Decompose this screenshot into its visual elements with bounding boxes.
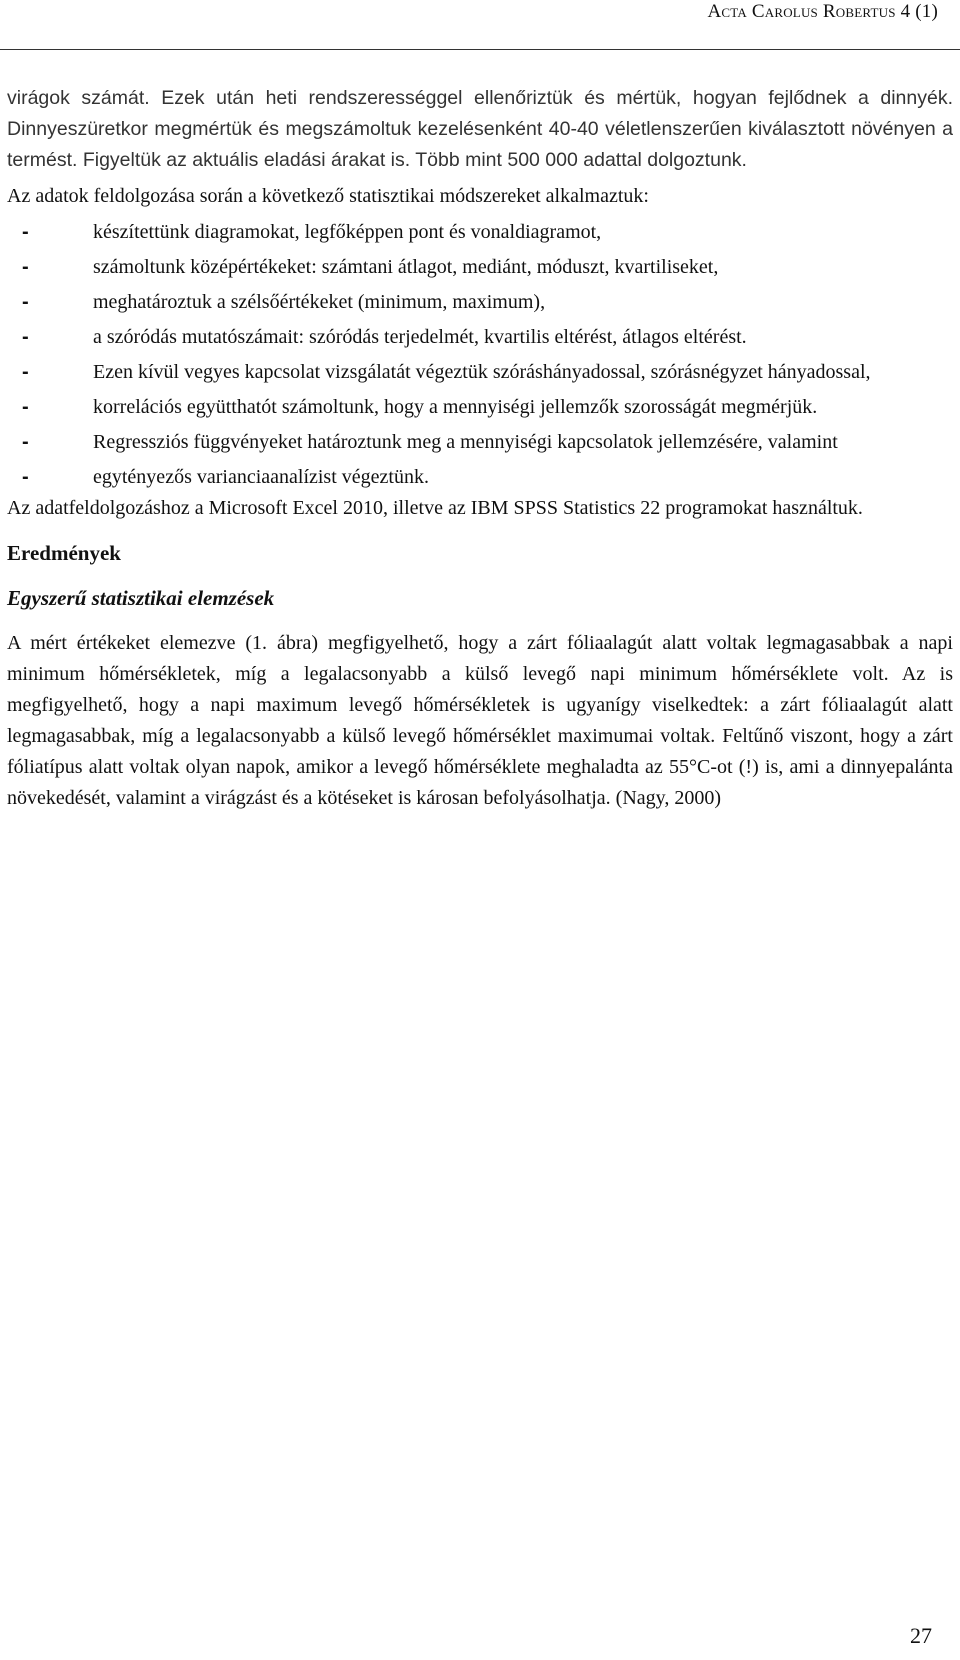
subsection-heading-simple-stats: Egyszerű statisztikai elemzések (7, 586, 275, 610)
list-item (7, 357, 953, 388)
list-item-text: korrelációs együtthatót számoltunk, hogy a mennyiségi jellemzők szorosságát megmérjük. (93, 396, 818, 418)
dash-bullet: - (22, 256, 29, 278)
dash-bullet: - (22, 466, 29, 488)
dash-bullet: - (22, 326, 29, 348)
methods-lead-paragraph: Az adatok feldolgozása során a következő statisztikai módszereket alkalmaztuk: (7, 185, 649, 207)
list-item-text: Ezen kívül vegyes kapcsolat vizsgálatát végeztük szóráshányadossal, szórásnégyzet hányadossal, (93, 361, 871, 383)
list-item (7, 217, 953, 248)
list-item-text: a szóródás mutatószámait: szóródás terjedelmét, kvartilis eltérést, átlagos eltérést. (93, 326, 747, 348)
dash-bullet: - (22, 291, 29, 313)
list-item (7, 427, 953, 458)
page-body (7, 83, 953, 814)
intro-paragraph: virágok számát. Ezek után heti rendszerességgel ellenőriztük és mértük, hogyan fejlődnek a dinnyék. Dinnyeszüretkor megmértük és megszámoltuk kezelésenként 40-40 véletlenszerűen kiválasztott növényen a termést. Figyeltük az aktuális eladási árakat is. Több mint 500 000 adattal dolgoztunk. (7, 87, 953, 171)
dash-bullet: - (22, 431, 29, 453)
list-item (7, 322, 953, 353)
list-item-text: számoltunk középértékeket: számtani átlagot, mediánt, móduszt, kvartiliseket, (93, 256, 719, 278)
list-item-text: Regressziós függvényeket határoztunk meg a mennyiségi kapcsolatok jellemzésére, valamint (93, 431, 838, 453)
header-rule (0, 49, 960, 50)
results-paragraph: A mért értékeket elemezve (1. ábra) megfigyelhető, hogy a zárt fóliaalagút alatt voltak legmagasabbak a napi minimum hőmérsékletek, míg a legalacsonyabb a külső levegő napi minimum hőmérséklete volt. Az is megfigyelhető, hogy a napi maximum levegő hőmérsékletek is ugyanígy viselkedtek: a zárt fóliaalagút alatt legmagasabbak, míg a legalacsonyabb a külső levegő hőmérséklet maximumai voltak. Feltűnő viszont, hogy a zárt fóliatípus alatt voltak olyan napok, amikor a levegő hőmérséklete meghaladta az 55°C-ot (!) is, ami a dinnyepalánta növekedését, valamint a virágzást és a kötéseket is károsan befolyásolhatja. (Nagy, 2000) (7, 632, 953, 809)
list-item (7, 392, 953, 423)
list-item-text: meghatároztuk a szélsőértékeket (minimum, maximum), (93, 291, 546, 313)
software-paragraph: Az adatfeldolgozáshoz a Microsoft Excel 2010, illetve az IBM SPSS Statistics 22 programokat használtuk. (7, 497, 863, 519)
list-item-text: készítettünk diagramokat, legfőképpen pont és vonaldiagramot, (93, 221, 602, 243)
list-item (7, 252, 953, 283)
list-item (7, 462, 953, 493)
dash-bullet: - (22, 396, 29, 418)
page-number: 27 (910, 1623, 932, 1648)
list-item (7, 287, 953, 318)
running-head-title: Acta Carolus Robertus 4 (1) (707, 1, 938, 22)
list-item-text: egytényezős varianciaanalízist végeztünk. (93, 466, 429, 488)
dash-bullet: - (22, 361, 29, 383)
methods-list (7, 217, 953, 493)
section-heading-results: Eredmények (7, 541, 121, 565)
dash-bullet: - (22, 221, 29, 243)
